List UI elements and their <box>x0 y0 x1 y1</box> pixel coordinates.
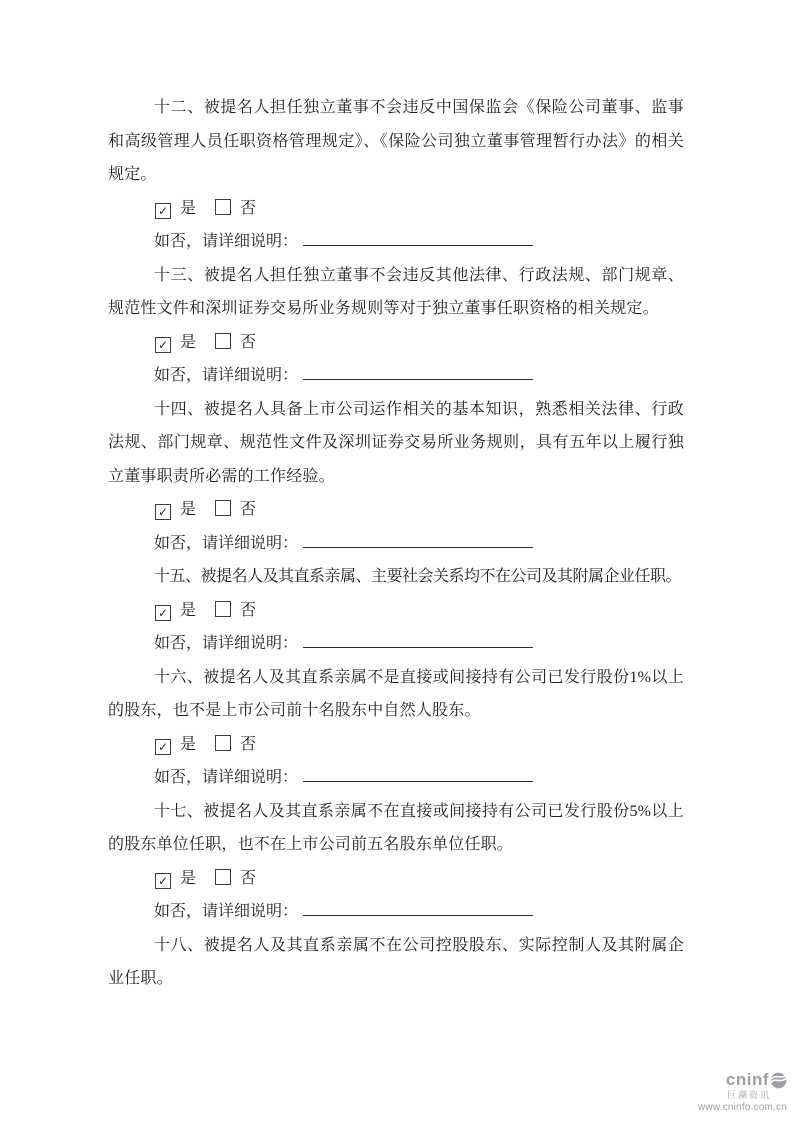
question-block-14 <box>108 393 684 561</box>
check-mark-icon: ✓ <box>157 739 169 754</box>
no-label: 否 <box>240 735 257 753</box>
document-content <box>108 91 684 996</box>
checkbox-yes-checked <box>155 337 171 353</box>
blank-underline <box>303 532 533 548</box>
question-paragraph: 十七、被提名人及其直系亲属不在直接或间接持有公司已发行股份5%以上的股东单位任职，也不在上市公司前五名股东单位任职。 <box>108 802 684 853</box>
blank-underline <box>303 900 533 916</box>
checkbox-no-unchecked <box>215 333 231 349</box>
question-paragraph: 十三、被提名人担任独立董事不会违反其他法律、行政法规、部门规章、规范性文件和深圳证券交易所业务规则等对于独立董事任职资格的相关规定。 <box>108 266 684 317</box>
yes-label: 是 <box>180 601 197 619</box>
question-paragraph: 十四、被提名人具备上市公司运作相关的基本知识，熟悉相关法律、行政法规、部门规章、规范性文件及深圳证券交易所业务规则，具有五年以上履行独立董事职责所必需的工作经验。 <box>108 400 684 485</box>
detail-prompt: 如否，请详细说明： <box>154 769 299 786</box>
checkbox-no-unchecked <box>215 601 231 617</box>
check-mark-icon: ✓ <box>157 505 169 519</box>
question-block-15 <box>108 560 684 661</box>
question-paragraph: 十二、被提名人担任独立董事不会违反中国保监会《保险公司董事、监事和高级管理人员任职资格管理规定》、《保险公司独立董事管理暂行办法》的相关规定。 <box>108 99 684 183</box>
blank-underline <box>303 364 533 380</box>
question-block-12 <box>108 91 684 259</box>
checkbox-yes-checked <box>155 739 171 755</box>
blank-underline <box>303 230 533 246</box>
checkbox-yes-checked <box>155 873 171 889</box>
answer-row <box>108 594 684 628</box>
detail-row <box>108 527 684 561</box>
no-label: 否 <box>240 199 257 217</box>
detail-prompt: 如否，请详细说明： <box>154 903 299 920</box>
yes-label: 是 <box>180 199 197 217</box>
question-block-18 <box>108 929 684 996</box>
checkbox-yes-checked <box>155 605 171 621</box>
detail-row <box>108 225 684 259</box>
cninfo-subtitle: 巨潮资讯 <box>726 1090 771 1101</box>
detail-row <box>108 895 684 929</box>
detail-prompt: 如否，请详细说明： <box>154 367 299 384</box>
check-mark-icon: ✓ <box>157 337 169 352</box>
detail-row <box>108 761 684 795</box>
question-paragraph: 十八、被提名人及其直系亲属不在公司控股股东、实际控制人及其附属企业任职。 <box>108 936 684 987</box>
yes-label: 是 <box>180 333 197 351</box>
checkbox-no-unchecked <box>215 500 231 516</box>
detail-prompt: 如否，请详细说明： <box>154 233 299 250</box>
detail-row <box>108 627 684 661</box>
question-block-16 <box>108 661 684 795</box>
checkbox-yes-checked <box>155 203 171 219</box>
no-label: 否 <box>240 501 257 518</box>
cninfo-brand-row <box>698 1071 787 1090</box>
detail-prompt: 如否，请详细说明： <box>154 635 299 652</box>
question-paragraph: 十五、被提名人及其直系亲属、主要社会关系均不在公司及其附属企业任职。 <box>154 568 682 585</box>
yes-label: 是 <box>180 735 197 753</box>
detail-prompt: 如否，请详细说明： <box>154 534 299 552</box>
cninfo-url: www.cninfo.com.cn <box>698 1102 787 1113</box>
no-label: 否 <box>240 869 257 887</box>
answer-row <box>108 192 684 226</box>
no-label: 否 <box>240 333 257 351</box>
blank-underline <box>303 766 533 782</box>
answer-row <box>108 862 684 896</box>
answer-row <box>108 728 684 762</box>
cninfo-swirl-icon <box>770 1072 787 1089</box>
checkbox-no-unchecked <box>215 735 231 751</box>
question-block-13 <box>108 259 684 393</box>
check-mark-icon: ✓ <box>157 203 169 218</box>
check-mark-icon: ✓ <box>157 873 169 888</box>
question-paragraph: 十六、被提名人及其直系亲属不是直接或间接持有公司已发行股份1%以上的股东，也不是上市公司前十名股东中自然人股东。 <box>108 668 684 719</box>
no-label: 否 <box>240 601 257 619</box>
answer-row <box>108 326 684 360</box>
cninfo-brand-text: cninf <box>725 1070 769 1090</box>
cninfo-watermark <box>698 1071 787 1113</box>
yes-label: 是 <box>180 501 197 518</box>
checkbox-no-unchecked <box>215 869 231 885</box>
checkbox-yes-checked <box>155 504 171 520</box>
detail-row <box>108 359 684 393</box>
answer-row <box>108 493 684 527</box>
question-block-17 <box>108 795 684 929</box>
check-mark-icon: ✓ <box>157 605 169 620</box>
checkbox-no-unchecked <box>215 199 231 215</box>
yes-label: 是 <box>180 869 197 887</box>
blank-underline <box>303 632 533 648</box>
